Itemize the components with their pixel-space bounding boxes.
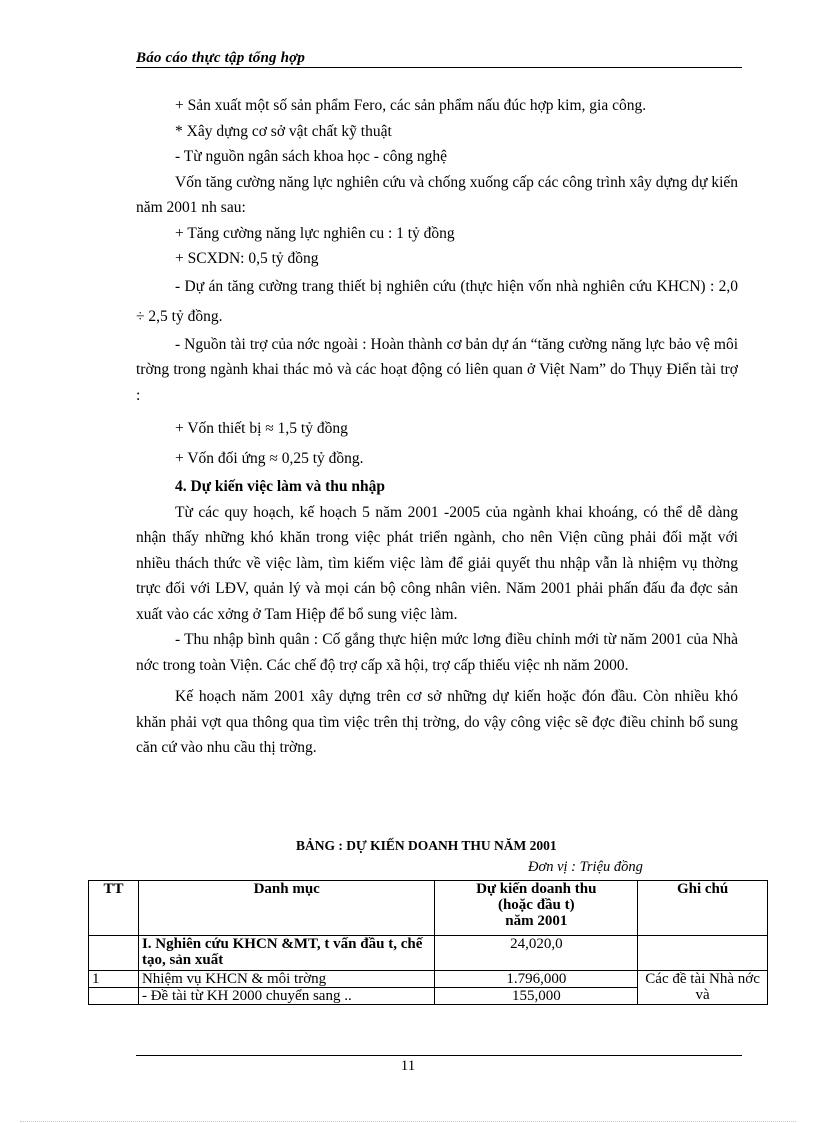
cell-tt [89,936,139,971]
paragraph-fero-products: + Sản xuất một số sản phẩm Fero, các sản phẩm nấu đúc hợp kim, gia công. [175,97,647,114]
page-edge-divider [20,1121,796,1122]
paragraph-infrastructure: * Xây dựng cơ sở vật chất kỹ thuật [175,122,392,140]
paragraph-foreign-funding: - Nguồn tài trợ của nớc ngoài : Hoàn thành cơ bản dự án “tăng cường năng lực bảo vệ môi trờng trong ngành khai thác mỏ và các hoạt động có liên quan ở Việt Nam” do Thụy Điển tài trợ : [136,335,738,404]
cell-tt: 1 [89,971,139,988]
paragraph-budget-source: - Từ nguồn ngân sách khoa học - công nghệ [175,148,447,165]
table-row [89,971,768,988]
table-title: BẢNG : DỰ KIẾN DOANH THU NĂM 2001 [296,838,557,853]
paragraph-scxdn: + SCXDN: 0,5 tỷ đồng [175,250,319,267]
cell-item: I. Nghiên cứu KHCN &MT, t vấn đầu t, chế tạo, sản xuất [138,936,435,971]
header-rule [136,67,742,68]
header-item: Danh mục [138,881,435,936]
table-row [89,936,768,971]
table-unit: Đơn vị : Triệu đồng [528,859,643,875]
cell-item: - Đề tài từ KH 2000 chuyển sang .. [138,988,435,1005]
table-header-row [89,881,768,936]
paragraph-equipment-project: - Dự án tăng cường trang thiết bị nghiên cứu (thực hiện vốn nhà nghiên cứu KHCN) : 2,0 ÷ 2,5 tỷ đồng. [136,277,738,325]
paragraph-counterpart-capital: + Vốn đối ứng ≈ 0,25 tỷ đồng. [175,450,364,467]
running-header-title: Báo cáo thực tập tổng hợp [136,50,306,66]
cell-value: 24,020,0 [435,936,638,971]
section-heading: 4. Dự kiến việc làm và thu nhập [175,478,385,495]
cell-note [638,936,768,971]
cell-tt [89,988,139,1005]
header-revenue-line3: năm 2001 [505,913,568,929]
header-tt: TT [89,881,139,936]
paragraph-equipment-capital: + Vốn thiết bị ≈ 1,5 tỷ đồng [175,420,348,437]
cell-item: Nhiệm vụ KHCN & môi trờng [138,971,435,988]
cell-note: Các đề tài Nhà nớc và [638,971,768,1005]
paragraph-plan-2001: Kế hoạch năm 2001 xây dựng trên cơ sở những dự kiến hoặc đón đầu. Còn nhiều khó khăn phải vợt qua thông qua tìm việc trên thị trờng, do vậy công việc sẽ đợc điều chỉnh bổ sung căn cứ vào nhu cầu thị trờng. [136,688,738,756]
body-text [136,93,738,761]
paragraph-employment: Từ các quy hoạch, kế hoạch 5 năm 2001 -2005 của ngành khai khoáng, có thể dễ dàng nhận thấy những khó khăn trong việc phát triển ngành, cho nên Viện cũng phải đối mặt với nhiều thách thức về việc làm, tìm kiếm việc làm để giải quyết thu nhập vẫn là nhiệm vụ thờng trực đối với LĐV, quản lý và mọi cán bộ công nhân viên. Năm 2001 phải phấn đấu đa đợc sản xuất vào các xởng ở Tam Hiệp để bổ sung việc làm. [136,503,738,623]
revenue-table [88,880,768,1005]
header-note: Ghi chú [638,881,768,936]
cell-value: 155,000 [435,988,638,1005]
cell-value: 1.796,000 [435,971,638,988]
paragraph-income: - Thu nhập bình quân : Cố gắng thực hiện mức lơng điều chỉnh mới từ năm 2001 của Nhà nớc trong toàn Viện. Các chế độ trợ cấp xã hội, trợ cấp thiếu việc nh năm 2000. [136,631,738,674]
footer-rule [136,1055,742,1056]
paragraph-capital-plan: Vốn tăng cường năng lực nghiên cứu và chống xuống cấp các công trình xây dựng dự kiến năm 2001 nh sau: [136,173,738,216]
paragraph-research-capacity: + Tăng cường năng lực nghiên cu : 1 tỷ đồng [175,224,455,242]
header-revenue-line2: (hoặc đầu t) [497,897,575,913]
header-revenue-line1: Dự kiến doanh thu [476,881,597,897]
page-number: 11 [400,1058,416,1074]
header-revenue [435,881,638,936]
